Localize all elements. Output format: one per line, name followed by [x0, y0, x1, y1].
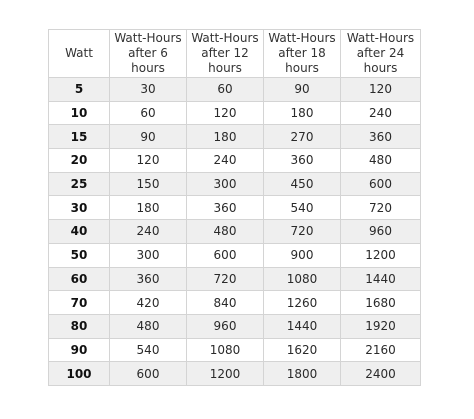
watt-hours-cell: 180	[110, 196, 187, 220]
watt-hours-cell: 420	[110, 291, 187, 315]
table-header	[49, 30, 421, 78]
watt-hours-table-container	[48, 29, 420, 386]
table-row	[49, 101, 421, 125]
watt-hours-cell: 60	[110, 101, 187, 125]
watt-hours-cell: 1200	[341, 243, 421, 267]
watt-cell: 60	[49, 267, 110, 291]
watt-cell: 5	[49, 78, 110, 102]
column-header: Watt-Hours after 12 hours	[187, 30, 264, 78]
column-header: Watt	[49, 30, 110, 78]
table-row	[49, 172, 421, 196]
watt-hours-cell: 600	[341, 172, 421, 196]
table-row	[49, 291, 421, 315]
column-header: Watt-Hours after 6 hours	[110, 30, 187, 78]
watt-cell: 50	[49, 243, 110, 267]
watt-hours-cell: 120	[110, 149, 187, 173]
watt-hours-cell: 240	[341, 101, 421, 125]
watt-hours-cell: 1920	[341, 314, 421, 338]
watt-hours-cell: 1080	[187, 338, 264, 362]
watt-hours-cell: 960	[341, 220, 421, 244]
watt-cell: 20	[49, 149, 110, 173]
watt-hours-cell: 1440	[264, 314, 341, 338]
watt-hours-cell: 900	[264, 243, 341, 267]
table-row	[49, 78, 421, 102]
table-row	[49, 338, 421, 362]
watt-hours-cell: 120	[341, 78, 421, 102]
table-row	[49, 196, 421, 220]
table-row	[49, 149, 421, 173]
watt-cell: 25	[49, 172, 110, 196]
watt-hours-cell: 180	[264, 101, 341, 125]
watt-hours-cell: 720	[264, 220, 341, 244]
watt-hours-cell: 150	[110, 172, 187, 196]
watt-hours-cell: 1440	[341, 267, 421, 291]
watt-hours-cell: 270	[264, 125, 341, 149]
watt-hours-cell: 450	[264, 172, 341, 196]
watt-hours-cell: 300	[110, 243, 187, 267]
column-header: Watt-Hours after 24 hours	[341, 30, 421, 78]
watt-hours-cell: 240	[187, 149, 264, 173]
header-row	[49, 30, 421, 78]
watt-hours-cell: 360	[264, 149, 341, 173]
watt-hours-cell: 90	[264, 78, 341, 102]
table-row	[49, 314, 421, 338]
table-row	[49, 125, 421, 149]
watt-hours-cell: 1260	[264, 291, 341, 315]
watt-hours-cell: 30	[110, 78, 187, 102]
watt-hours-table	[48, 29, 421, 386]
watt-cell: 100	[49, 362, 110, 386]
watt-hours-cell: 960	[187, 314, 264, 338]
watt-hours-cell: 90	[110, 125, 187, 149]
watt-hours-cell: 360	[110, 267, 187, 291]
watt-hours-cell: 840	[187, 291, 264, 315]
watt-hours-cell: 480	[187, 220, 264, 244]
table-row	[49, 267, 421, 291]
watt-hours-cell: 600	[110, 362, 187, 386]
watt-hours-cell: 240	[110, 220, 187, 244]
watt-cell: 70	[49, 291, 110, 315]
watt-hours-cell: 1200	[187, 362, 264, 386]
watt-cell: 10	[49, 101, 110, 125]
watt-hours-cell: 180	[187, 125, 264, 149]
watt-cell: 40	[49, 220, 110, 244]
watt-hours-cell: 1620	[264, 338, 341, 362]
watt-hours-cell: 60	[187, 78, 264, 102]
watt-hours-cell: 600	[187, 243, 264, 267]
watt-hours-cell: 120	[187, 101, 264, 125]
table-row	[49, 220, 421, 244]
watt-hours-cell: 720	[187, 267, 264, 291]
watt-hours-cell: 2160	[341, 338, 421, 362]
watt-cell: 80	[49, 314, 110, 338]
watt-hours-cell: 360	[187, 196, 264, 220]
watt-hours-cell: 360	[341, 125, 421, 149]
watt-hours-cell: 540	[110, 338, 187, 362]
watt-hours-cell: 720	[341, 196, 421, 220]
table-row	[49, 243, 421, 267]
table-body	[49, 78, 421, 386]
watt-hours-cell: 480	[341, 149, 421, 173]
watt-hours-cell: 1800	[264, 362, 341, 386]
watt-hours-cell: 1080	[264, 267, 341, 291]
watt-hours-cell: 300	[187, 172, 264, 196]
watt-hours-cell: 2400	[341, 362, 421, 386]
watt-cell: 30	[49, 196, 110, 220]
column-header: Watt-Hours after 18 hours	[264, 30, 341, 78]
watt-cell: 90	[49, 338, 110, 362]
watt-cell: 15	[49, 125, 110, 149]
table-row	[49, 362, 421, 386]
watt-hours-cell: 540	[264, 196, 341, 220]
watt-hours-cell: 1680	[341, 291, 421, 315]
watt-hours-cell: 480	[110, 314, 187, 338]
